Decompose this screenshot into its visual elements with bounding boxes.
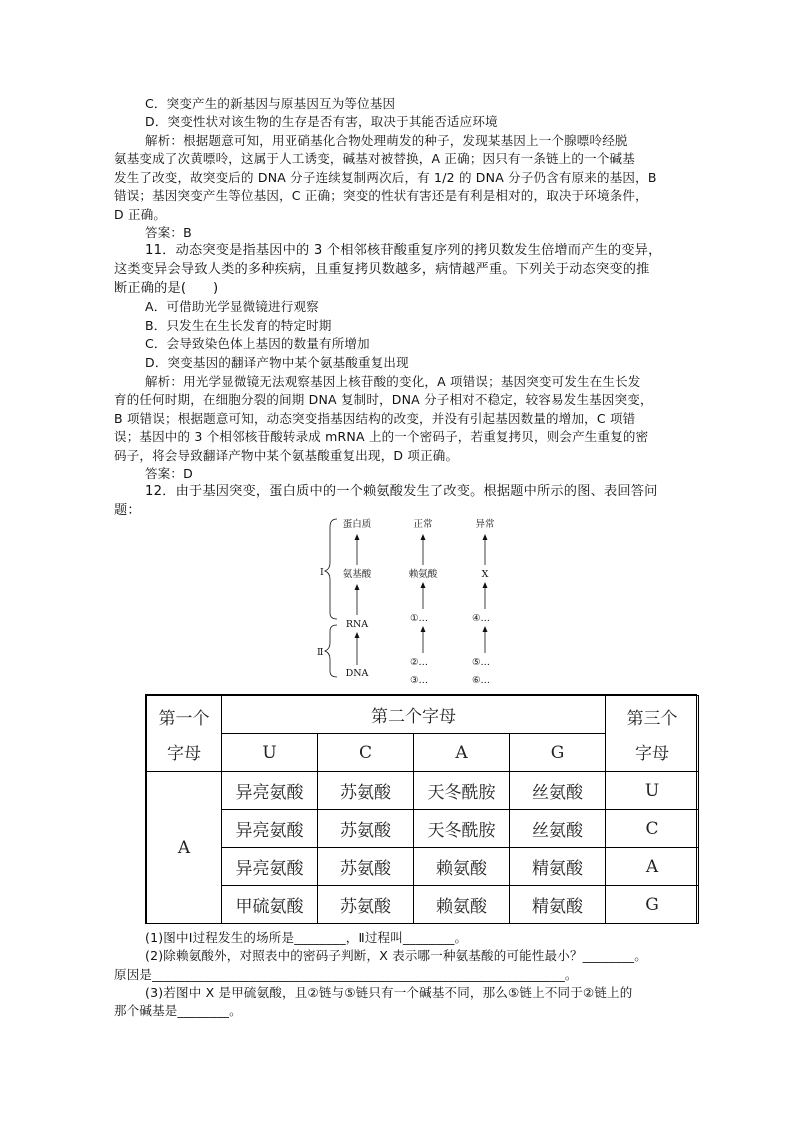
abnormal-label: 异常 [475, 519, 495, 530]
option-line: A．可借助光学显微镜进行观察 [145, 299, 319, 314]
third-letter-cell: C [606, 810, 699, 848]
second-letter-a: A [414, 734, 510, 772]
table-cell: 精氨酸 [510, 886, 606, 924]
question-11-line: 这类变异会导致人类的多种疾病，且重复拷贝数越多，病情越严重。下列关于动态突变的推 [114, 262, 650, 277]
table-cell: 异亮氨酸 [222, 848, 318, 886]
analysis-line: 错误；基因突变产生等位基因，C 正确；突变的性状有害还是有利是相对的，取决于环境条件， [114, 188, 648, 203]
option-c-line: C．突变产生的新基因与原基因互为等位基因 [145, 96, 396, 111]
sub-question-3: 那个碱基是________。 [114, 1003, 242, 1018]
analysis-line: 码子，将会导致翻译产物中某个氨基酸重复出现，D 项正确。 [114, 448, 459, 463]
second-letter-g: G [510, 734, 606, 772]
table-row [147, 886, 699, 924]
analysis-line: D 正确。 [114, 207, 167, 222]
analysis-line: 解析：用光学显微镜无法观察基因上核苷酸的变化，A 项错误；基因突变可发生在生长发 [145, 374, 641, 389]
question-11-line: 断正确的是( ) [114, 281, 219, 296]
third-letter-cell: U [606, 772, 699, 810]
table-cell: 异亮氨酸 [222, 772, 318, 810]
sub-question-2: (2)除赖氨酸外，对照表中的密码子判断，X 表示哪一种氨基酸的可能性最小？________。 [145, 948, 647, 963]
table-cell: 丝氨酸 [510, 810, 606, 848]
lysine-label: 赖氨酸 [408, 569, 438, 580]
question-12-line: 12．由于基因突变，蛋白质中的一个赖氨酸发生了改变。根据题中所示的图、表回答问 [145, 484, 658, 499]
table-row [147, 848, 699, 886]
first-letter-header: 第一个 字母 [147, 696, 222, 772]
second-letter-u: U [222, 734, 318, 772]
sub-question-2-reason: 原因是________________________________________________________________。 [114, 967, 578, 982]
question-11-line: 11．动态突变是指基因中的 3 个相邻核苷酸重复序列的拷贝数发生倍增而产生的变异， [145, 243, 662, 258]
third-letter-cell: A [606, 848, 699, 886]
table-cell: 赖氨酸 [414, 886, 510, 924]
gene-expression-diagram [315, 515, 515, 687]
table-row [147, 810, 699, 848]
table-cell: 天冬酰胺 [414, 772, 510, 810]
answer-line: 答案：D [145, 466, 193, 481]
third-letter-cell: G [606, 886, 699, 924]
option-d-line: D．突变性状对该生物的生存是否有害，取决于其能否适应环境 [145, 114, 498, 129]
table-cell: 异亮氨酸 [222, 810, 318, 848]
analysis-line: 育的任何时期，在细胞分裂的间期 DNA 复制时，DNA 分子相对不稳定，较容易发生基因突变， [114, 392, 653, 407]
first-letter-a: A [147, 772, 222, 924]
strand-3-label: ③… [409, 675, 429, 686]
option-line: D．突变基因的翻译产物中某个氨基酸重复出现 [145, 355, 409, 370]
protein-label: 蛋白质 [342, 519, 372, 530]
sub-question-3: (3)若图中 X 是甲硫氨酸，且②链与⑤链只有一个碱基不同，那么⑤链上不同于②链上的 [145, 985, 633, 1000]
dna-label: DNA [345, 668, 369, 679]
table-cell: 甲硫氨酸 [222, 886, 318, 924]
third-letter-header: 第三个 字母 [606, 696, 699, 772]
analysis-line: 氨基变成了次黄嘌呤，这属于人工诱变，碱基对被替换，A 正确；因只有一条链上的一个碱基 [114, 151, 635, 166]
strand-6-label: ⑥… [471, 675, 491, 686]
strand-4-label: ④… [471, 613, 491, 624]
process-2-label: Ⅱ [317, 647, 324, 658]
table-cell: 丝氨酸 [510, 772, 606, 810]
x-label: X [481, 569, 489, 580]
amino-acid-label: 氨基酸 [342, 569, 372, 580]
option-line: B．只发生在生长发育的特定时期 [145, 318, 332, 333]
question-12-line: 题： [114, 503, 141, 518]
table-row [147, 772, 699, 810]
strand-1-label: ①… [409, 613, 429, 624]
option-line: C．会导致染色体上基因的数量有所增加 [145, 336, 370, 351]
strand-5-label: ⑤… [471, 657, 491, 668]
table-cell: 苏氨酸 [318, 848, 414, 886]
table-cell: 苏氨酸 [318, 810, 414, 848]
table-cell: 天冬酰胺 [414, 810, 510, 848]
normal-label: 正常 [413, 519, 433, 530]
table-cell: 苏氨酸 [318, 886, 414, 924]
second-letter-header: 第二个字母 [222, 696, 606, 734]
rna-label: RNA [345, 619, 369, 630]
analysis-line: 解析：根据题意可知，用亚硝基化合物处理萌发的种子，发现某基因上一个腺嘌呤经脱 [145, 133, 628, 148]
second-letter-c: C [318, 734, 414, 772]
answer-line: 答案：B [145, 225, 192, 240]
analysis-line: 发生了改变，故突变后的 DNA 分子连续复制两次后，有 1/2 的 DNA 分子仍含有原来的基因，B [114, 170, 657, 185]
analysis-line: B 项错误；根据题意可知，动态突变指基因结构的改变，并没有引起基因数量的增加，C 项错 [114, 411, 636, 426]
table-cell: 精氨酸 [510, 848, 606, 886]
table-cell: 苏氨酸 [318, 772, 414, 810]
process-1-label: Ⅰ [320, 567, 324, 578]
table-cell: 赖氨酸 [414, 848, 510, 886]
strand-2-label: ②… [409, 657, 429, 668]
analysis-line: 误；基因中的 3 个相邻核苷酸转录成 mRNA 上的一个密码子，若重复拷贝，则会产生重复的密 [114, 429, 649, 444]
codon-table [145, 694, 697, 924]
sub-question-1: (1)图中Ⅰ过程发生的场所是________，Ⅱ过程叫________。 [145, 930, 468, 945]
